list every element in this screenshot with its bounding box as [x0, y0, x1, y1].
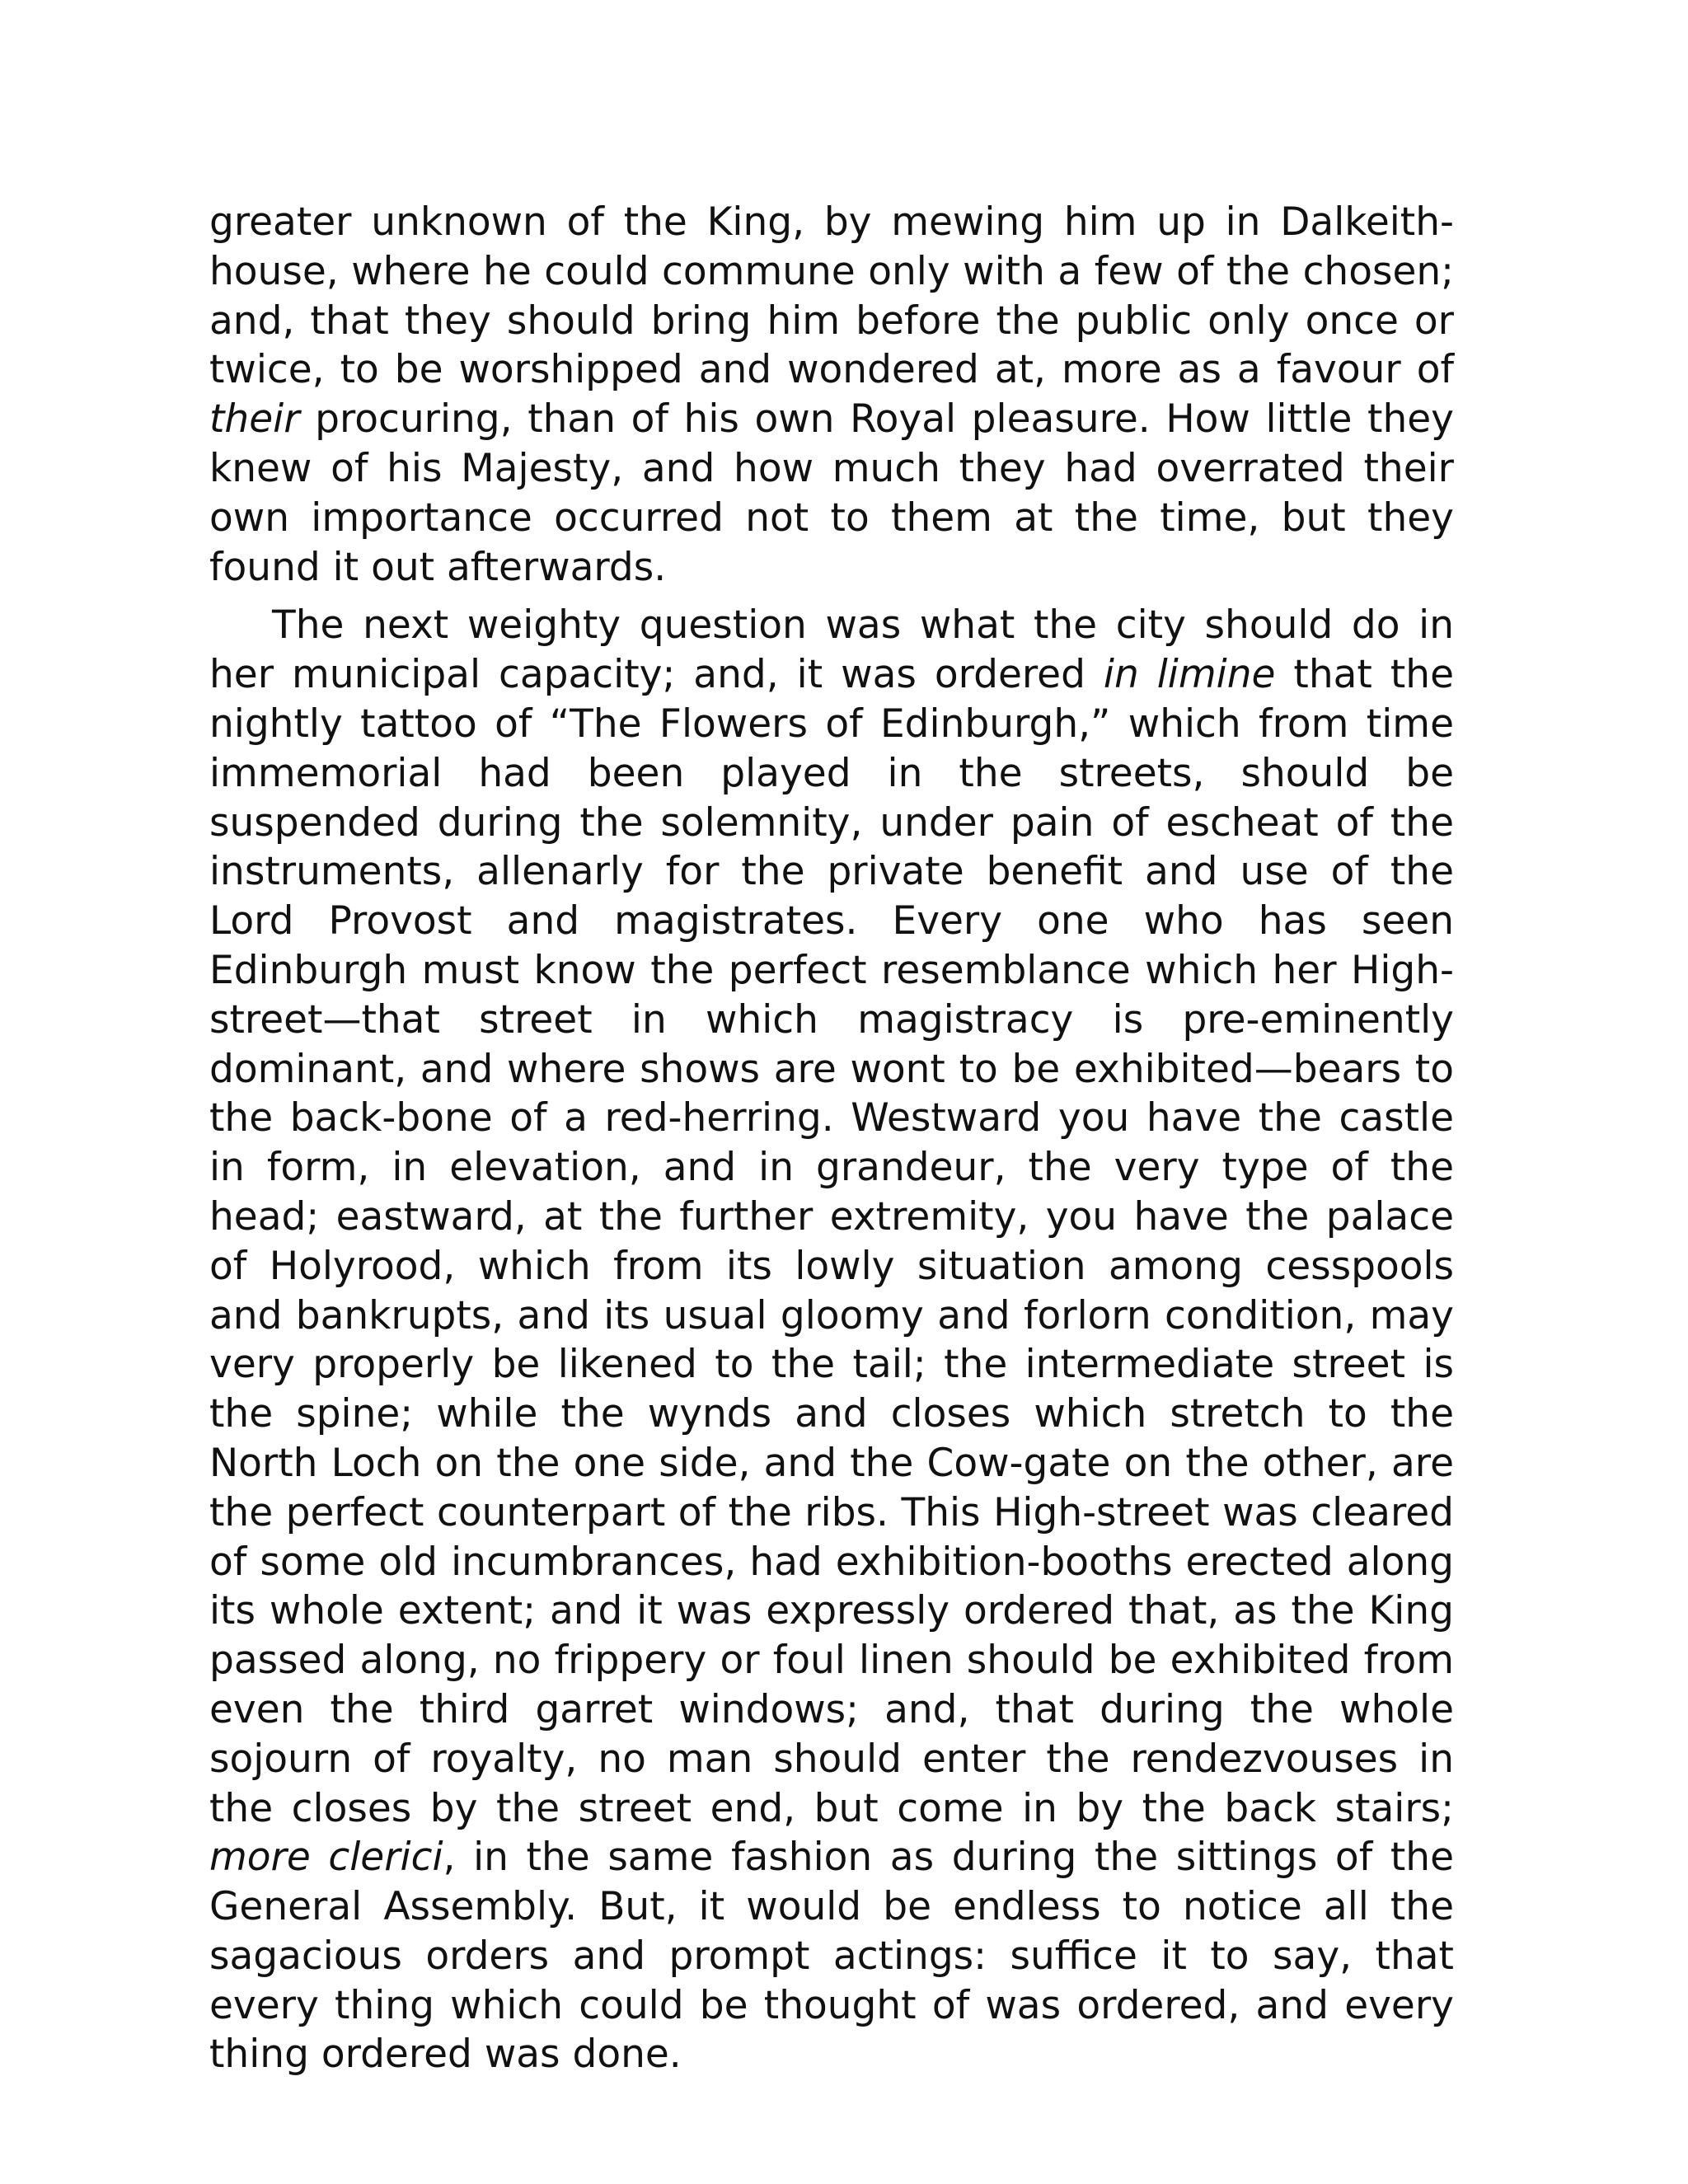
document-page	[209, 198, 1454, 2079]
paragraph-text: that the nightly tattoo of “The Flowers of Edinburgh,” which from time immemorial had been played in the streets, should be suspended during the solemnity, under pain of escheat of the instruments, allenarly for the private benefit and use of the Lord Provost and magistrates. Every one who has seen Edinburgh must know the perfect resemblance which her High-street—that street in which magistracy is pre-eminently dominant, and where shows are wont to be exhibited—bears to the back-bone of a red-herring. Westward you have the castle in form, in elevation, and in grandeur, the very type of the head; eastward, at the further extremity, you have the palace of Holyrood, which from its lowly situation among cesspools and bankrupts, and its usual gloomy and forlorn condition, may very properly be likened to the tail; the intermediate street is the spine; while the wynds and closes which stretch to the North Loch on the one side, and the Cow-gate on the other, are the perfect counterpart of the ribs. This High-street was cleared of some old incumbrances, had exhibition-booths erected along its whole extent; and it was expressly ordered that, as the King passed along, no frippery or foul linen should be exhibited from even the third garret windows; and, that during the whole sojourn of royalty, no man should enter the rendezvouses in the closes by the street end, but come in by the back stairs;	[209, 652, 1454, 1831]
italic-text: their	[209, 396, 300, 443]
paragraph-text: The next weighty question was what the city should do in her municipal capacity; and, it was ordered	[209, 602, 1454, 698]
paragraph-text: greater unknown of the King, by mewing him up in Dalkeith-house, where he could commune only with a few of the chosen; and, that they should bring him before the public only once or twice, to be worshipped and wondered at, more as a favour of	[209, 199, 1454, 393]
paragraph-text: procuring, than of his own Royal pleasure. How little they knew of his Majesty, and how much they had overrated their own importance occurred not to them at the time, but they found it out afterwards.	[209, 396, 1454, 590]
paragraph-high-street	[209, 601, 1454, 2079]
italic-text: in limine	[1103, 652, 1276, 698]
paragraph-continuation	[209, 198, 1454, 592]
italic-text: more clerici	[209, 1835, 443, 1881]
paragraph-text: , in the same fashion as during the sittings of the General Assembly. But, it would be endless to notice all the sagacious orders and prompt actings: suffice it to say, that every thing which could be thought of was ordered, and every thing ordered was done.	[209, 1835, 1454, 2078]
